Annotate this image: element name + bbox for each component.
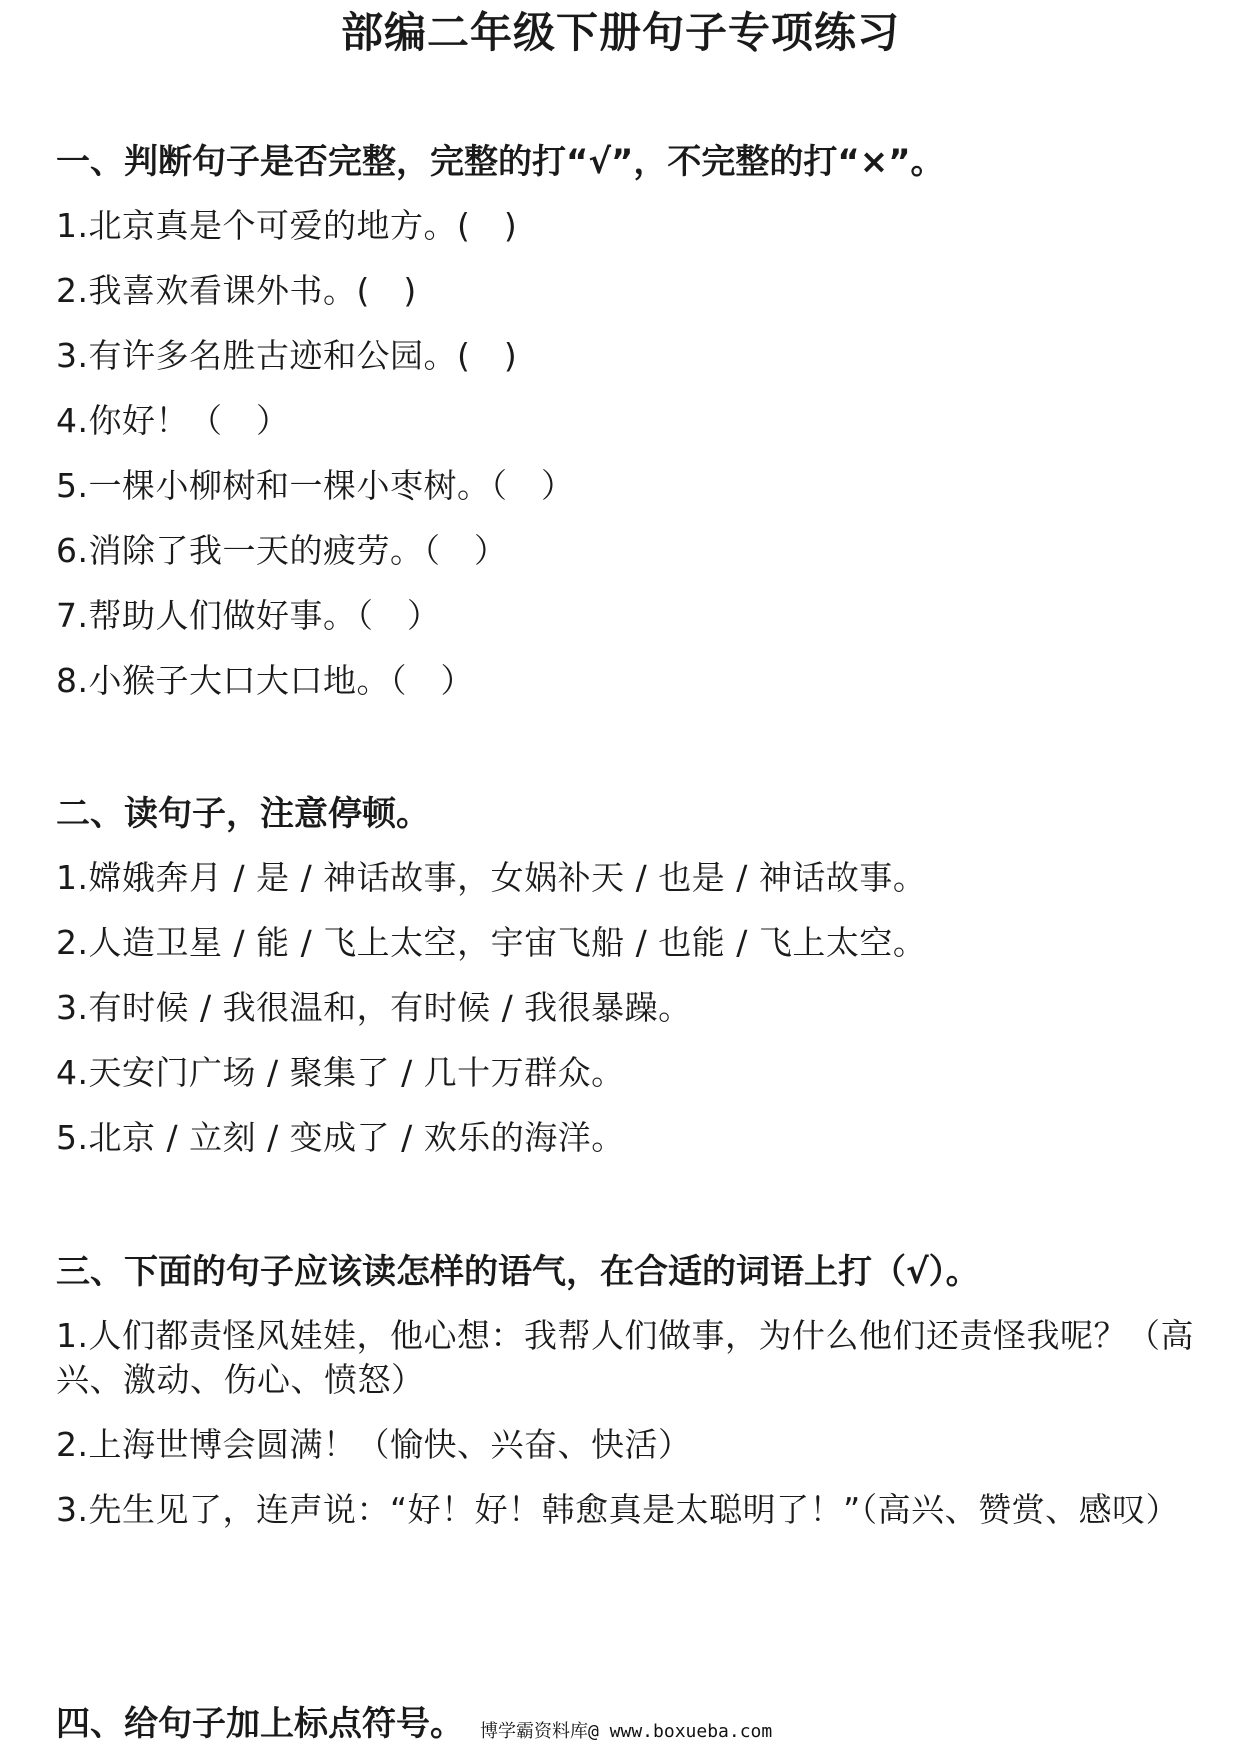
list-item: 3.有时候 / 我很温和，有时候 / 我很暴躁。 <box>56 988 692 1027</box>
list-item: 4.天安门广场 / 聚集了 / 几十万群众。 <box>56 1053 625 1092</box>
section-heading: 三、下面的句子应该读怎样的语气，在合适的词语上打（√）。 <box>56 1252 980 1292</box>
section-heading: 一、判断句子是否完整，完整的打“√”，不完整的打“×”。 <box>56 142 945 182</box>
section-heading: 四、给句子加上标点符号。 <box>56 1704 464 1744</box>
section-heading: 二、读句子，注意停顿。 <box>56 794 430 834</box>
list-item: 5.一棵小柳树和一棵小枣树。（ ） <box>56 466 575 505</box>
list-item: 1.人们都责怪风娃娃，他心想：我帮人们做事，为什么他们还责怪我呢？（高兴、激动、伤心、愤怒） <box>56 1316 1194 1399</box>
list-item: 2.人造卫星 / 能 / 飞上太空，宇宙飞船 / 也能 / 飞上太空。 <box>56 923 927 962</box>
list-item: 1.北京真是个可爱的地方。( ) <box>56 206 518 245</box>
list-item: 1.嫦娥奔月 / 是 / 神话故事，女娲补天 / 也是 / 神话故事。 <box>56 858 927 897</box>
list-item: 8.小猴子大口大口地。（ ） <box>56 661 474 700</box>
list-item: 2.我喜欢看课外书。( ) <box>56 271 417 310</box>
list-item: 5.北京 / 立刻 / 变成了 / 欢乐的海洋。 <box>56 1118 625 1157</box>
list-item: 4.你好！（ ） <box>56 401 290 440</box>
page-title: 部编二年级下册句子专项练习 <box>340 8 900 57</box>
list-item: 7.帮助人们做好事。（ ） <box>56 596 441 635</box>
watermark: 博学霸资料库@ www.boxueba.com <box>480 1721 773 1742</box>
section-judge-complete <box>56 140 1206 724</box>
section-read-pauses <box>56 792 1206 1181</box>
list-item: 3.有许多名胜古迹和公园。( ) <box>56 336 518 375</box>
list-item: 3.先生见了，连声说：“好！好！韩愈真是太聪明了！”（高兴、赞赏、感叹） <box>56 1490 1180 1529</box>
list-item: 6.消除了我一天的疲劳。（ ） <box>56 531 508 570</box>
list-item: 2.上海世博会圆满！（愉快、兴奋、快活） <box>56 1425 692 1464</box>
section-tone <box>56 1250 1206 1553</box>
